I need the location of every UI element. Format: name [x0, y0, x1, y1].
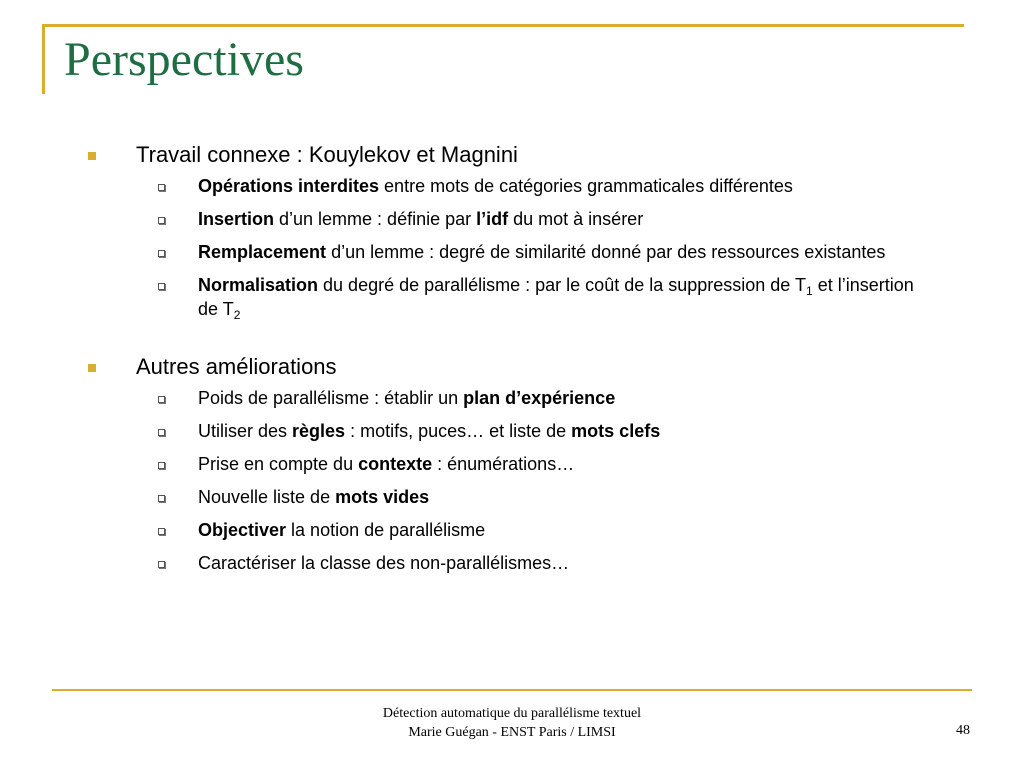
hollow-square-bullet-icon: [158, 495, 165, 502]
bold-term: règles: [292, 421, 346, 441]
sub-bullet-text: du degré de parallélisme : par le coût de la suppression de T: [318, 275, 806, 295]
section-heading: Travail connexe : Kouylekov et Magnini: [136, 142, 518, 167]
sub-bullet-insertion: [88, 207, 938, 231]
bold-term: mots clefs: [571, 421, 661, 441]
hollow-square-bullet-icon: [158, 429, 165, 436]
footer-title: Détection automatique du parallélisme textuel: [382, 706, 642, 721]
footer-author: Marie Guégan - ENST Paris / LIMSI: [408, 725, 616, 740]
subscript: 2: [233, 308, 241, 322]
sub-bullet-list: [88, 174, 938, 321]
square-bullet-icon: [88, 152, 96, 160]
hollow-square-bullet-icon: [158, 217, 165, 224]
slide-content: [88, 140, 938, 584]
sub-bullet-normalisation: [88, 273, 938, 321]
bold-term: Insertion: [198, 209, 275, 229]
square-bullet-icon: [88, 364, 96, 372]
bold-term: Opérations interdites: [198, 176, 380, 196]
hollow-square-bullet-icon: [158, 396, 165, 403]
bold-term: Remplacement: [198, 242, 327, 262]
sub-bullet-text: d’un lemme : degré de similarité donné par des ressources existantes: [326, 242, 886, 262]
sub-bullet-text: du mot à insérer: [508, 209, 644, 229]
section-spacer: [88, 330, 938, 352]
bold-term: plan d’expérience: [463, 388, 616, 408]
footer: [0, 704, 1024, 742]
sub-bullet-operations-interdites: [88, 174, 938, 198]
sub-bullet-list: [88, 386, 938, 575]
sub-bullet-mots-vides: [88, 485, 938, 509]
bold-term: Objectiver: [198, 520, 287, 540]
sub-bullet-poids: [88, 386, 938, 410]
sub-bullet-text: Caractériser la classe des non-parallélismes…: [198, 553, 570, 573]
footer-divider: [52, 689, 972, 691]
sub-bullet-text: d’un lemme : définie par: [274, 209, 477, 229]
bold-term: Normalisation: [198, 275, 319, 295]
hollow-square-bullet-icon: [158, 462, 165, 469]
hollow-square-bullet-icon: [158, 283, 165, 290]
hollow-square-bullet-icon: [158, 561, 165, 568]
hollow-square-bullet-icon: [158, 528, 165, 535]
bold-term: mots vides: [335, 487, 430, 507]
sub-bullet-objectiver: [88, 518, 938, 542]
sub-bullet-text: entre mots de catégories grammaticales différentes: [379, 176, 793, 196]
sub-bullet-text: et l’insertion de T: [198, 275, 914, 319]
title-frame-horizontal-line: [42, 24, 964, 27]
page-number: 48: [956, 723, 970, 738]
slide-title: Perspectives: [64, 33, 304, 86]
sub-bullet-text: Utiliser des: [198, 421, 293, 441]
sub-bullet-text: : énumérations…: [432, 454, 575, 474]
bullet-travail-connexe: [88, 140, 938, 170]
sub-bullet-remplacement: [88, 240, 938, 264]
sub-bullet-text: : motifs, puces… et liste de: [345, 421, 572, 441]
sub-bullet-caracteriser: [88, 551, 938, 575]
title-frame-vertical-line: [42, 24, 45, 94]
hollow-square-bullet-icon: [158, 184, 165, 191]
bullet-autres-ameliorations: [88, 352, 938, 382]
bold-term: l’idf: [476, 209, 509, 229]
subscript: 1: [806, 284, 813, 298]
sub-bullet-text: Poids de parallélisme : établir un: [198, 388, 464, 408]
hollow-square-bullet-icon: [158, 250, 165, 257]
sub-bullet-text: la notion de parallélisme: [286, 520, 486, 540]
sub-bullet-contexte: [88, 452, 938, 476]
section-heading: Autres améliorations: [136, 354, 337, 379]
bold-term: contexte: [358, 454, 433, 474]
sub-bullet-regles: [88, 419, 938, 443]
sub-bullet-text: Prise en compte du: [198, 454, 359, 474]
sub-bullet-text: Nouvelle liste de: [198, 487, 336, 507]
